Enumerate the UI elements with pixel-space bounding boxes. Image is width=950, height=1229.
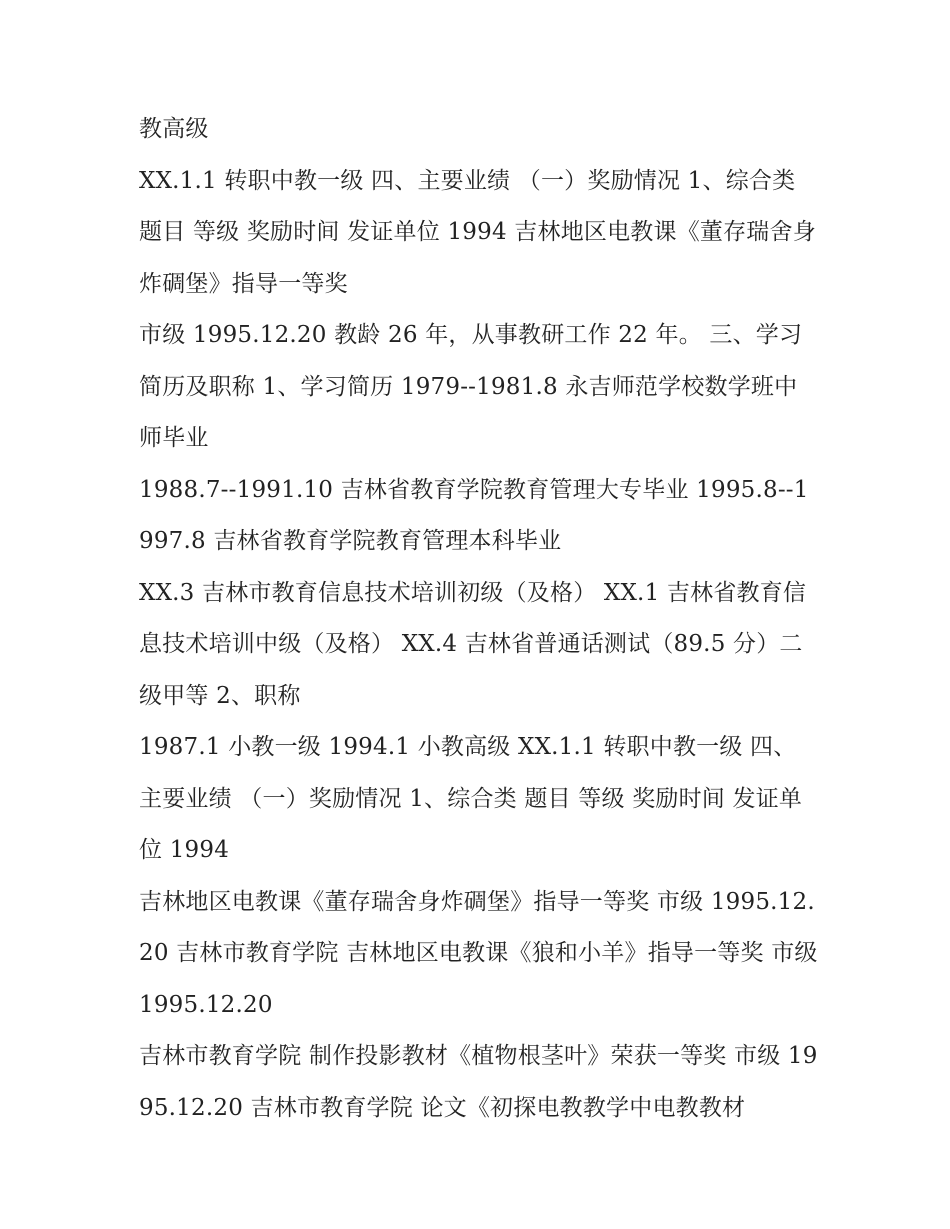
paragraph-award-list: 吉林地区电教课《董存瑞舍身炸碉堡》指导一等奖 市级 1995.12.20 吉林市教育学院 吉林地区电教课《狼和小羊》指导一等奖 市级 1995.12.20 [139,888,818,1018]
paragraph-title-continuation: 教高级 [139,116,209,142]
paragraph-training-and-certifications: XX.3 吉林市教育信息技术培训初级（及格） XX.1 吉林省教育信息技术培训中级（及格） XX.4 吉林省普通话测试（89.5 分）二级甲等 2、职称 [139,579,807,709]
paragraph-college-education: 1988.7--1991.10 吉林省教育学院教育管理大专毕业 1995.8--1997.8 吉林省教育学院教育管理本科毕业 [139,476,809,554]
paragraph-award-list-continued: 吉林市教育学院 制作投影教材《植物根茎叶》荣获一等奖 市级 1995.12.20 吉林市教育学院 论文《初探电教教学中电教教材 [139,1043,818,1121]
paragraph-titles-and-awards: 1987.1 小教一级 1994.1 小教高级 XX.1.1 转职中教一级 四、主要业绩 （一）奖励情况 1、综合类 题目 等级 奖励时间 发证单位 1994 [139,734,803,863]
document-body [139,104,819,1134]
paragraph-teaching-years-and-education: 市级 1995.12.20 教龄 26 年，从事教研工作 22 年。 三、学习简历及职称 1、学习简历 1979--1981.8 永吉师范学校数学班中师毕业 [139,322,803,451]
paragraph-career-and-awards: XX.1.1 转职中教一级 四、主要业绩 （一）奖励情况 1、综合类 题目 等级 奖励时间 发证单位 1994 吉林地区电教课《董存瑞舍身炸碉堡》指导一等奖 [139,167,816,297]
